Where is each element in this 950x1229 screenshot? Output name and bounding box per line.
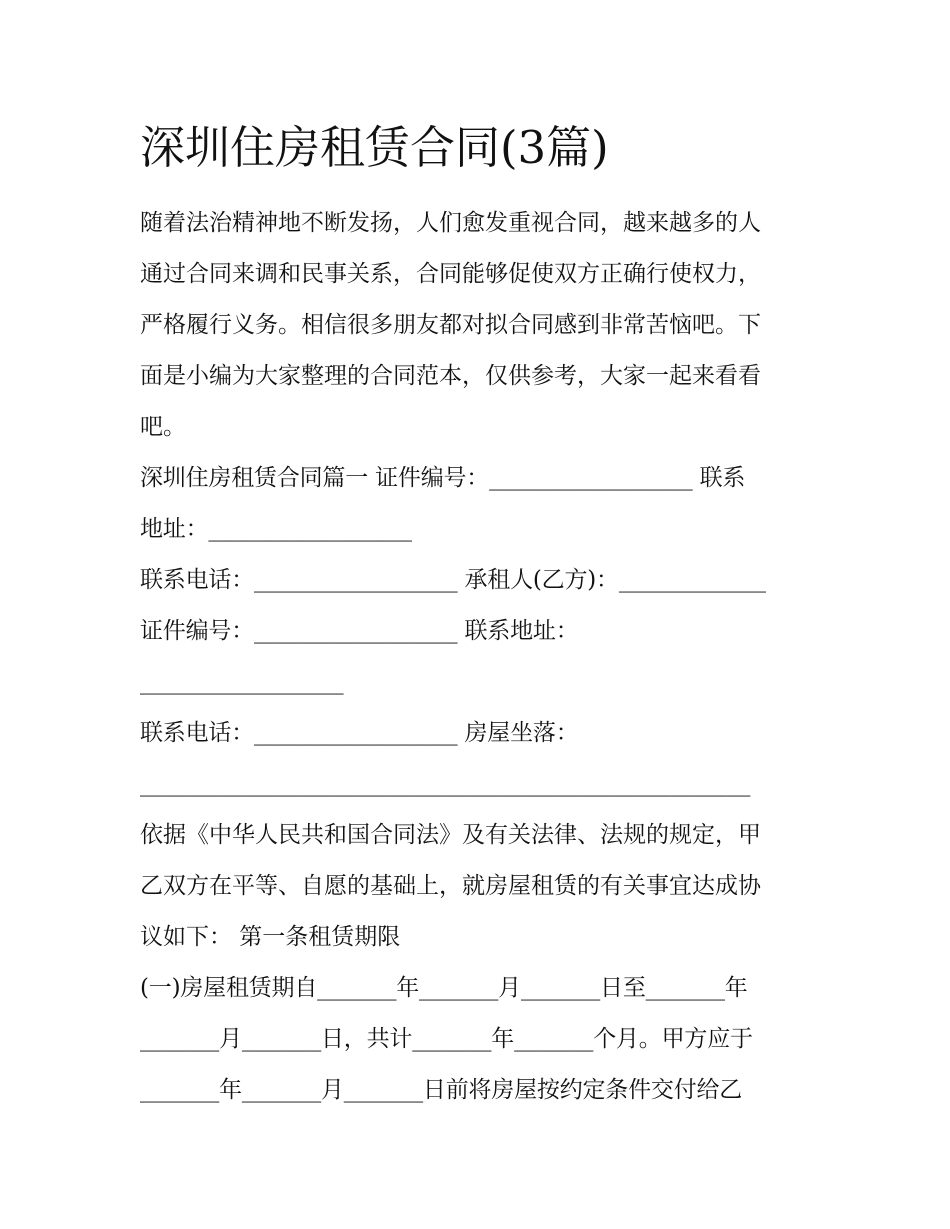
paragraph-line-11: 联系电话：__________________ 房屋坐落： — [140, 720, 579, 746]
paragraph-line-9: 证件编号：__________________ 联系地址： — [140, 618, 579, 644]
document-page — [140, 112, 820, 1116]
paragraph-line-2: 通过合同来调和民事关系，合同能够促使双方正确行使权力， — [140, 261, 761, 287]
paragraph-line-4: 面是小编为大家整理的合同范本，仅供参考，大家一起来看看 — [140, 363, 761, 389]
paragraph-line-15: 议如下： 第一条租赁期限 — [140, 924, 401, 950]
paragraph-line-5: 吧。 — [140, 414, 186, 440]
paragraph-line-7: 地址：__________________ — [140, 516, 412, 542]
paragraph-line-14: 乙双方在平等、自愿的基础上，就房屋租赁的有关事宜达成协 — [140, 873, 761, 899]
paragraph-line-16: (一)房屋租赁期自_______年_______月_______日至_______年 — [140, 975, 748, 1001]
paragraph-line-10: __________________ — [140, 669, 344, 695]
paragraph-line-3: 严格履行义务。相信很多朋友都对拟合同感到非常苦恼吧。下 — [140, 312, 761, 338]
document-title: 深圳住房租赁合同(3篇) — [140, 121, 609, 174]
paragraph-line-17: _______月_______日，共计_______年_______个月。甲方应于 — [140, 1026, 753, 1052]
paragraph-line-12: ______________________________________________________ — [140, 771, 751, 797]
paragraph-line-6: 深圳住房租赁合同篇一 证件编号：__________________ 联系 — [140, 465, 746, 491]
paragraph-line-13: 依据《中华人民共和国合同法》及有关法律、法规的规定，甲 — [140, 822, 761, 848]
paragraph-line-8: 联系电话：__________________ 承租人(乙方)：_____________ — [140, 567, 766, 593]
paragraph-line-1: 随着法治精神地不断发扬，人们愈发重视合同，越来越多的人 — [140, 210, 761, 236]
paragraph-line-18: _______年_______月_______日前将房屋按约定条件交付给乙 — [140, 1077, 743, 1103]
